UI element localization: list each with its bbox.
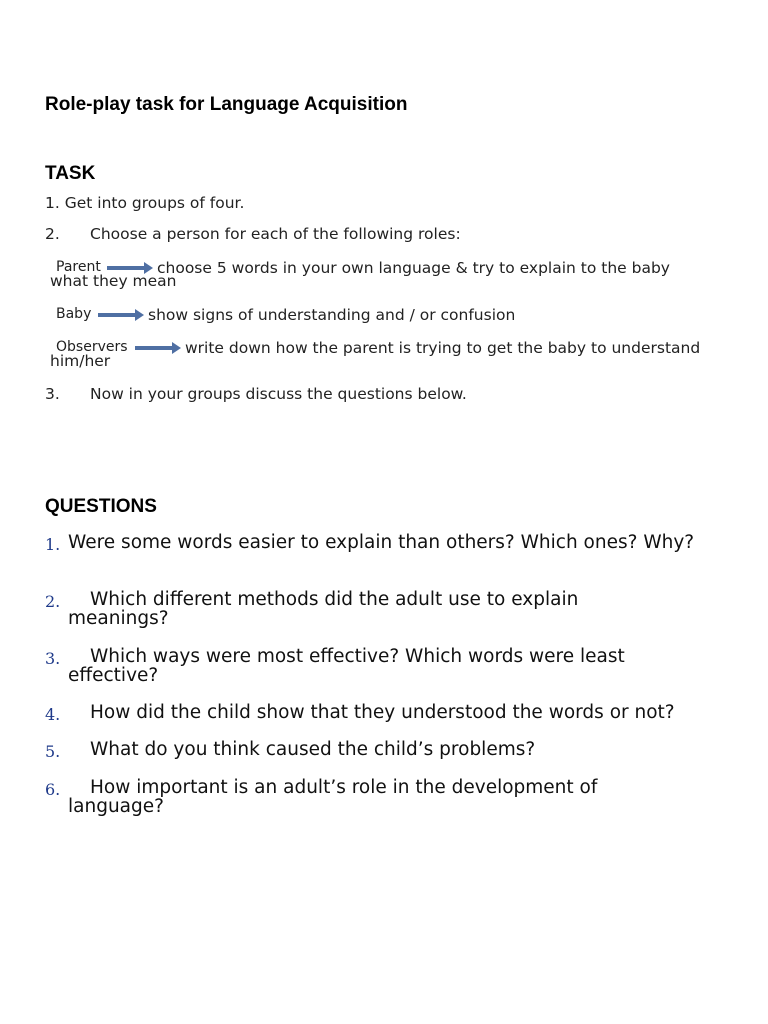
step-number: 1. [45, 194, 60, 212]
role-label-parent: Parent [56, 259, 101, 275]
question-number: 2. [45, 592, 61, 611]
document-title: Role-play task for Language Acquisition [45, 94, 408, 115]
question-number: 4. [45, 705, 61, 724]
question-number: 6. [45, 780, 61, 799]
step-text: Get into groups of four. [64, 194, 245, 212]
step-number: 3. [45, 385, 60, 403]
right-arrow-icon [98, 308, 145, 322]
question-5: What do you think caused the child’s problems? [90, 739, 536, 760]
task-step-2-text: Choose a person for each of the following roles: [90, 225, 461, 243]
question-1: Were some words easier to explain than others? Which ones? Why? [68, 532, 695, 553]
role-label-observers: Observers [56, 339, 128, 355]
task-step-2 [45, 225, 60, 243]
role-desc-parent: choose 5 words in your own language & try to explain to the baby [157, 259, 670, 277]
role-desc-observers-cont: him/her [50, 352, 111, 370]
role-desc-parent-cont: what they mean [50, 272, 177, 290]
question-3: Which ways were most effective? Which words were least effective? [68, 646, 625, 686]
task-heading: TASK [45, 163, 96, 184]
question-2: Which different methods did the adult use to explain meanings? [68, 589, 579, 629]
question-4: How did the child show that they understood the words or not? [90, 702, 675, 723]
task-step-3 [45, 385, 60, 403]
questions-heading: QUESTIONS [45, 496, 157, 517]
role-desc-observers: write down how the parent is trying to get the baby to understand [185, 339, 701, 357]
right-arrow-icon [135, 341, 182, 355]
question-number: 3. [45, 649, 61, 668]
question-number: 1. [45, 535, 61, 554]
role-label-baby: Baby [56, 306, 92, 322]
role-desc-baby: show signs of understanding and / or confusion [148, 306, 516, 324]
step-number: 2. [45, 225, 60, 243]
task-step-1 [45, 194, 244, 212]
task-step-3-text: Now in your groups discuss the questions below. [90, 385, 467, 403]
question-number: 5. [45, 742, 61, 761]
question-6: How important is an adult’s role in the development of language? [68, 777, 598, 817]
